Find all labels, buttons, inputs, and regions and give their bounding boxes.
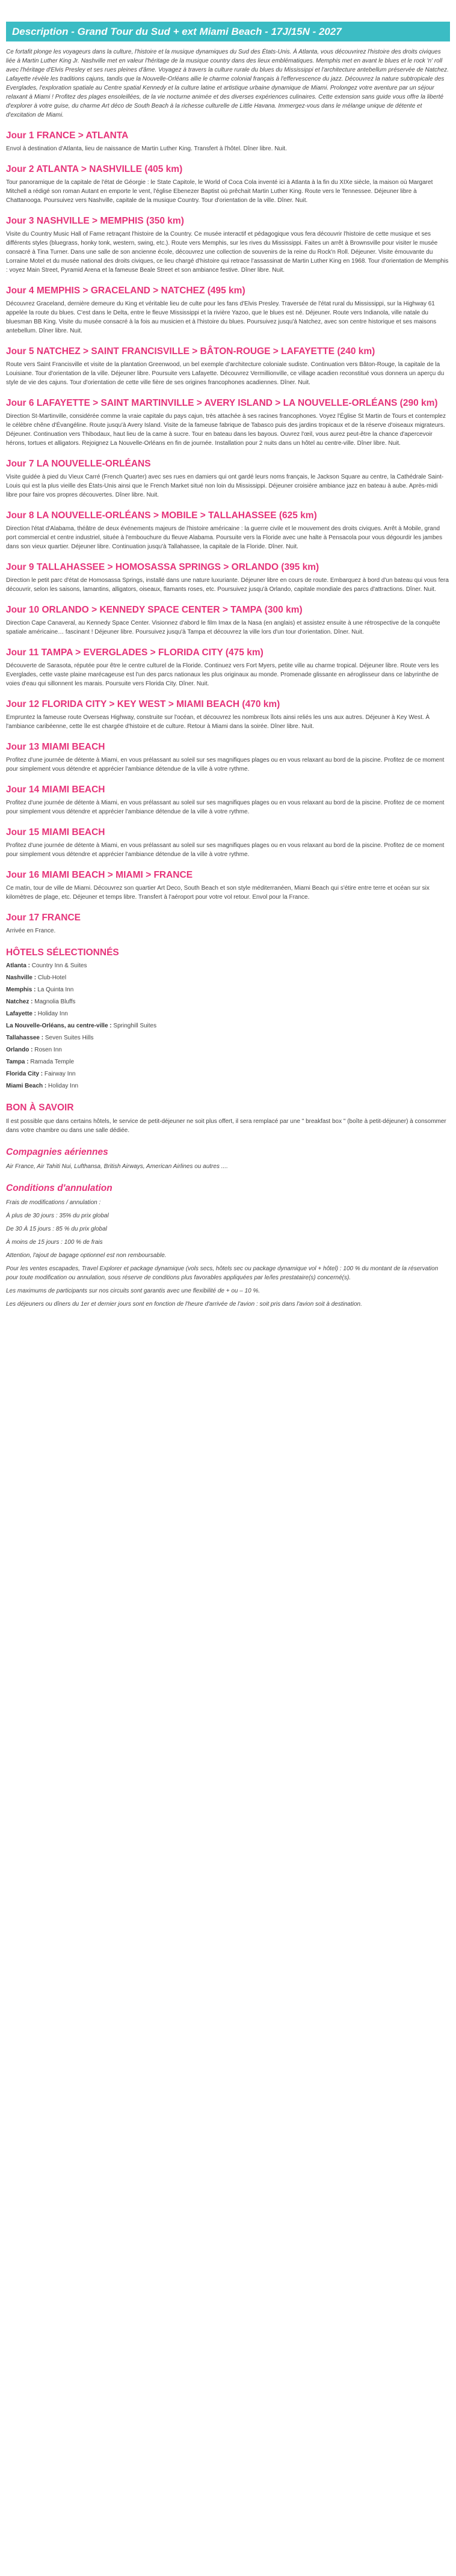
hotel-name: Holiday Inn: [48, 1083, 79, 1089]
day-text: Visite guidée à pied du Vieux Carré (French Quarter) avec ses rues en damiers qui ont gardé leurs noms français, le Jackson Square au centre, la Cathédrale Saint-Louis qui est la plus vieille des États-Unis ainsi que le French Market situé non loin du Mississippi. Déjeuner croisière ambiance jazz en bateau à aube. Après-midi libre pour faire vos propres découvertes. Dîner libre. Nuit.: [6, 474, 444, 498]
day-title: Jour 16 MIAMI BEACH > MIAMI > FRANCE: [6, 870, 193, 880]
day-section: [6, 562, 450, 594]
hotel-city: Memphis :: [6, 987, 36, 993]
conditions-list: [6, 1198, 450, 1309]
hotel-city: Florida City :: [6, 1071, 43, 1077]
hotel-city: Orlando :: [6, 1047, 33, 1053]
condition-text: À moins de 15 jours : 100 % de frais: [6, 1239, 103, 1246]
airlines-section: [6, 1147, 450, 1171]
hotel-name: Rosen Inn: [34, 1047, 62, 1053]
hotels-heading: HÔTELS SÉLECTIONNÉS: [6, 947, 119, 958]
airlines-heading: Compagnies aériennes: [6, 1147, 108, 1157]
hotel-city: Atlanta :: [6, 962, 30, 969]
itinerary: [6, 130, 450, 935]
hotel-city: Tallahassee :: [6, 1035, 44, 1041]
day-text: Ce matin, tour de ville de Miami. Découvrez son quartier Art Deco, South Beach et son style méditerranéen, Miami Beach qui s'étire entre terre et océan sur six kilomètres de plage, etc. Déjeuner et temps libre. Transfert à l'aéroport pour votre vol retour. Envol pour la France.: [6, 885, 430, 901]
bon-a-savoir-heading: BON À SAVOIR: [6, 1103, 74, 1113]
day-text: Direction l'état d'Alabama, théâtre de deux événements majeurs de l'histoire américaine : la guerre civile et le mouvement des droits civiques. Arrêt à Mobile, grand port commercial et centre industriel, située à l'embouchure du fleuve Alabama. Poursuite vers la Floride avec une halte à Pensacola pour vous dégourdir les jambes dans son vieux quartier. Déjeuner libre. Continuation jusqu'à Tallahassee, la capitale de la Floride. Dîner. Nuit.: [6, 525, 443, 550]
day-section: [6, 510, 450, 551]
day-section: [6, 346, 450, 387]
day-text: Direction Cape Canaveral, au Kennedy Space Center. Visionnez d'abord le film Imax de la Nasa (en anglais) et assistez ensuite à une rétrospective de la conquête spatiale américaine… fascinant ! Déjeuner libre. Poursuivez jusqu'à Tampa et découvrez la ville lors d'un tour d'orientation. Dîner. Nuit.: [6, 620, 440, 635]
day-section: [6, 459, 450, 500]
day-title: Jour 13 MIAMI BEACH: [6, 742, 105, 752]
hotel-city: La Nouvelle-Orléans, au centre-ville :: [6, 1023, 112, 1029]
hotel-item: [6, 1010, 450, 1018]
day-title: Jour 4 MEMPHIS > GRACELAND > NATCHEZ (495 km): [6, 286, 245, 296]
day-text: Empruntez la fameuse route Overseas Highway, construite sur l'océan, et découvrez les nombreux îlots ainsi reliés les uns aux autres. Déjeuner à Key West. À l'ambiance caribéenne, cette île est chargée d'histoire et de culture. Retour à Miami dans la soirée. Dîner libre. Nuit.: [6, 714, 430, 730]
condition-text: À plus de 30 jours : 35% du prix global: [6, 1213, 109, 1219]
day-text: Visite du Country Music Hall of Fame retraçant l'histoire de la Country. Ce musée interactif et pédagogique vous fera découvrir l'histoire de cette musique et ses différents styles (bluegrass, honky tonk, western, swing, etc.). Route vers Memphis, sur les rives du Mississippi. Faites un arrêt à Brownsville pour visiter le musée consacré à Tina Turner. Dans une salle de son ancienne école, découvrez une collection de souvenirs de la reine du Rock'n Roll. Déjeuner. Visite émouvante du Lorraine Motel et du musée national des droits civiques, ce lieu chargé d'histoire qui retrace l'assassinat de Martin Luther King en 1968. Tour d'orientation de Memphis : voyez Main Street, Pyramid Arena et la fameuse Beale Street et son ambiance festive. Dîner libre. Nuit.: [6, 231, 449, 274]
day-title: Jour 8 LA NOUVELLE-ORLÉANS > MOBILE > TALLAHASSEE (625 km): [6, 510, 317, 521]
day-section: [6, 164, 450, 205]
hotel-name: Seven Suites Hills: [45, 1035, 94, 1041]
hotel-city: Natchez :: [6, 999, 33, 1005]
day-title: Jour 15 MIAMI BEACH: [6, 827, 105, 837]
day-title: Jour 1 FRANCE > ATLANTA: [6, 130, 129, 141]
day-title: Jour 10 ORLANDO > KENNEDY SPACE CENTER > TAMPA (300 km): [6, 605, 303, 615]
day-title: Jour 9 TALLAHASSEE > HOMOSASSA SPRINGS > ORLANDO (395 km): [6, 562, 319, 572]
day-text: Profitez d'une journée de détente à Miami, en vous prélassant au soleil sur ses magnifiques plages ou en vous relaxant au bord de la piscine. Profitez de ce moment pour simplement vous détendre et apprécier l'ambiance détendue de la ville à votre rythme.: [6, 800, 445, 815]
day-title: Jour 5 NATCHEZ > SAINT FRANCISVILLE > BÂTON-ROUGE > LAFAYETTE (240 km): [6, 346, 375, 356]
day-text: Découvrez Graceland, dernière demeure du King et véritable lieu de culte pour les fans d'Elvis Presley. Traversée de l'état rural du Mississippi, sur la Highway 61 appelée la route du blues. C'est dans le Delta, entre le fleuve Mississippi et la rivière Yazoo, que le blues est né. Déjeuner. Route vers Indianola, ville natale du bluesman BB King. Visite du musée consacré à la fois au musicien et à l'histoire du blues. Poursuivez jusqu'à Natchez, avec son centre historique et ses maisons antebellum. Dîner libre. Nuit.: [6, 301, 437, 334]
day-text: Envol à destination d'Atlanta, lieu de naissance de Martin Luther King. Transfert à l'hôtel. Dîner libre. Nuit.: [6, 145, 287, 152]
condition-text: Attention, l'ajout de bagage optionnel est non remboursable.: [6, 1252, 167, 1259]
hotel-item: [6, 1058, 450, 1066]
day-text: Direction le petit parc d'état de Homosassa Springs, installé dans une nature luxuriante. Déjeuner libre en cours de route. Embarquez à bord d'un bateau qui vous fera découvrir, selon les saisons, lamantins, alligators, oiseaux, flamants roses, etc. Poursuivez jusqu'à Orlando, capitale mondiale des parcs d'attractions. Dîner. Nuit.: [6, 577, 449, 593]
hotel-item: [6, 1046, 450, 1054]
day-title: Jour 7 LA NOUVELLE-ORLÉANS: [6, 459, 151, 469]
day-section: [6, 286, 450, 335]
hotel-item: [6, 1022, 450, 1030]
hotel-item: [6, 1070, 450, 1078]
hotel-city: Miami Beach :: [6, 1083, 47, 1089]
hotel-name: Magnolia Bluffs: [34, 999, 76, 1005]
conditions-heading: Conditions d'annulation: [6, 1183, 112, 1193]
day-title: Jour 2 ATLANTA > NASHVILLE (405 km): [6, 164, 183, 174]
day-text: Arrivée en France.: [6, 928, 56, 934]
condition-text: Pour les ventes escapades, Travel Explorer et package dynamique (vols secs, hôtels sec ou package dynamique vol + hôtel) : 100 % du montant de la réservation pour toute modification ou annulation, sous réserve de conditions plus favorables appliquées par le/les prestataire(s) concerné(s).: [6, 1265, 439, 1281]
day-title: Jour 12 FLORIDA CITY > KEY WEST > MIAMI BEACH (470 km): [6, 699, 280, 709]
hotel-city: Nashville :: [6, 974, 37, 981]
page-title: Description - Grand Tour du Sud + ext Miami Beach - 17J/15N - 2027: [12, 26, 342, 37]
conditions-section: [6, 1183, 450, 1309]
day-section: [6, 605, 450, 637]
day-section: [6, 130, 450, 153]
condition-text: Frais de modifications / annulation :: [6, 1199, 101, 1206]
day-text: Tour panoramique de la capitale de l'état de Géorgie : le State Capitole, le World of Coca Cola inventé ici à Atlanta à la fin du XIXe siècle, la maison où Margaret Mitchell a rédigé son roman Autant en emporte le vent, l'église Ebenezer Baptist où prêchait Martin Luther King. Route vers le Tennessee. Déjeuner libre à Chattanooga. Poursuivez vers Nashville, capitale de la musique Country. Tour d'orientation de la ville. Dîner. Nuit.: [6, 179, 433, 204]
day-text: Profitez d'une journée de détente à Miami, en vous prélassant au soleil sur ses magnifiques plages ou en vous relaxant au bord de la piscine. Profitez de ce moment pour simplement vous détendre et apprécier l'ambiance détendue de la ville à votre rythme.: [6, 842, 445, 858]
hotel-item: [6, 1034, 450, 1042]
day-section: [6, 870, 450, 902]
day-section: [6, 913, 450, 935]
day-title: Jour 11 TAMPA > EVERGLADES > FLORIDA CITY (475 km): [6, 647, 263, 658]
hotel-name: La Quinta Inn: [37, 987, 74, 993]
hotel-item: [6, 962, 450, 970]
title-banner: [6, 22, 450, 41]
day-section: [6, 827, 450, 859]
condition-text: De 30 À 15 jours : 85 % du prix global: [6, 1226, 107, 1232]
airlines-text: Air France, Air Tahiti Nui, Lufthansa, British Airways, American Airlines ou autres ....: [6, 1163, 228, 1170]
hotel-city: Tampa :: [6, 1059, 29, 1065]
hotel-name: Springhill Suites: [113, 1023, 157, 1029]
hotel-list: [6, 962, 450, 1091]
hotel-name: Fairway Inn: [44, 1071, 76, 1077]
hotel-name: Club-Hotel: [37, 974, 67, 981]
hotel-item: [6, 1082, 450, 1091]
hotel-name: Country Inn & Suites: [31, 962, 87, 969]
day-text: Profitez d'une journée de détente à Miami, en vous prélassant au soleil sur ses magnifiques plages ou en vous relaxant au bord de la piscine. Profitez de ce moment pour simplement vous détendre et apprécier l'ambiance détendue de la ville à votre rythme.: [6, 757, 445, 772]
day-title: Jour 6 LAFAYETTE > SAINT MARTINVILLE > AVERY ISLAND > LA NOUVELLE-ORLÉANS (290 km): [6, 398, 438, 408]
intro-text: Ce fortafit plonge les voyageurs dans la culture, l'histoire et la musique dynamiques du Sud des États-Unis. À Atlanta, vous découvrirez l'histoire des droits civiques liée à Martin Luther King Jr. Nashville met en valeur l'héritage de la musique country dans des lieux emblématiques. Memphis met en avant le blues et le rock 'n' roll avec l'héritage d'Elvis Presley et ses rues pleines d'âme. Voyagez à travers la culture rurale du blues du Mississippi et l'architecture antebellum préservée de Natchez. Lafayette révèle les traditions cajuns, tandis que la Nouvelle-Orléans allie le charme colonial français à l'effervescence du jazz. Découvrez la nature subtropicale des Everglades, l'exploration spatiale au Centre spatial Kennedy et la culture latine et artistique urbaine dynamique de Miami. Prolongez votre aventure par un séjour relaxant à Miami ! Profitez des plages ensoleillées, de la vie nocturne animée et des diverses expériences culinaires. Cette extension sans guide vous offre la liberté d'explorer à votre guise, du charme Art déco de South Beach à la richesse culturelle de Little Havana. Immergez-vous dans le mélange unique de détente et d'excitation de Miami.: [6, 49, 449, 118]
day-text: Direction St-Martinville, considérée comme la vraie capitale du pays cajun, très attachée à ses racines francophones. Voyez l'Église St Martin de Tours et contemplez le célèbre chêne d'Évangéline. Route jusqu'à Avery Island. Visite de la fameuse fabrique de Tabasco puis des jardins tropicaux et de la réserve d'oiseaux migrateurs. Déjeuner. Continuation vers Thibodaux, haut lieu de la came à sucre. Tour en bateau dans les bayous. Ouvrez l'œil, vous aurez peut-être la chance d'apercevoir hérons, tortues et alligators. Rejoignez La Nouvelle-Orléans en fin de journée. Installation pour 2 nuits dans un hôtel au centre-ville. Dîner libre. Nuit.: [6, 413, 446, 447]
day-text: Route vers Saint Francisville et visite de la plantation Greenwood, un bel exemple d'architecture coloniale sudiste. Continuation vers Bâton-Rouge, la capitale de la Louisiane. Tour d'orientation de la ville. Déjeuner libre. Poursuite vers Lafayette. Découvrez Vermillionville, ce village acadien reconstitué vous donnera un aperçu du style de vie des cajuns. Tour d'orientation de cette ville fière de ses origines francophones acadiennes. Dîner. Nuit.: [6, 361, 445, 386]
hotels-section: [6, 947, 450, 1091]
day-section: [6, 216, 450, 275]
hotel-item: [6, 974, 450, 982]
hotel-city: Lafayette :: [6, 1011, 37, 1017]
day-title: Jour 3 NASHVILLE > MEMPHIS (350 km): [6, 216, 184, 226]
condition-text: Les maximums de participants sur nos circuits sont garantis avec une flexibilité de + ou – 10 %.: [6, 1288, 260, 1294]
bon-a-savoir-text: Il est possible que dans certains hôtels, le service de petit-déjeuner ne soit plus offert, il sera remplacé par une " breakfast box " (boîte à petit-déjeuner) à consommer dans votre chambre ou dans une salle dédiée.: [6, 1118, 446, 1134]
day-text: Découverte de Sarasota, réputée pour être le centre culturel de la Floride. Continuez vers Fort Myers, petite ville au charme tropical. Déjeuner libre. Route vers les Everglades, cette vaste plaine marécageuse est l'un des parcs nationaux les plus originaux au monde. Promenade glissante en aéroglisseur dans ce labyrinthe de voies d'eau qui sillonnent les marais. Poursuite vers Florida City. Dîner. Nuit.: [6, 662, 439, 687]
day-section: [6, 742, 450, 774]
day-title: Jour 14 MIAMI BEACH: [6, 785, 105, 795]
day-title: Jour 17 FRANCE: [6, 913, 81, 923]
hotel-name: Ramada Temple: [30, 1059, 75, 1065]
day-section: [6, 647, 450, 688]
hotel-item: [6, 998, 450, 1006]
bon-a-savoir-section: [6, 1103, 450, 1135]
day-section: [6, 699, 450, 731]
day-section: [6, 785, 450, 816]
hotel-name: Holiday Inn: [37, 1011, 68, 1017]
day-section: [6, 398, 450, 448]
hotel-item: [6, 986, 450, 994]
condition-text: Les déjeuners ou dîners du 1er et dernier jours sont en fonction de l'heure d'arrivée de l'avion : soit pris dans l'avion soit à destination.: [6, 1301, 362, 1308]
